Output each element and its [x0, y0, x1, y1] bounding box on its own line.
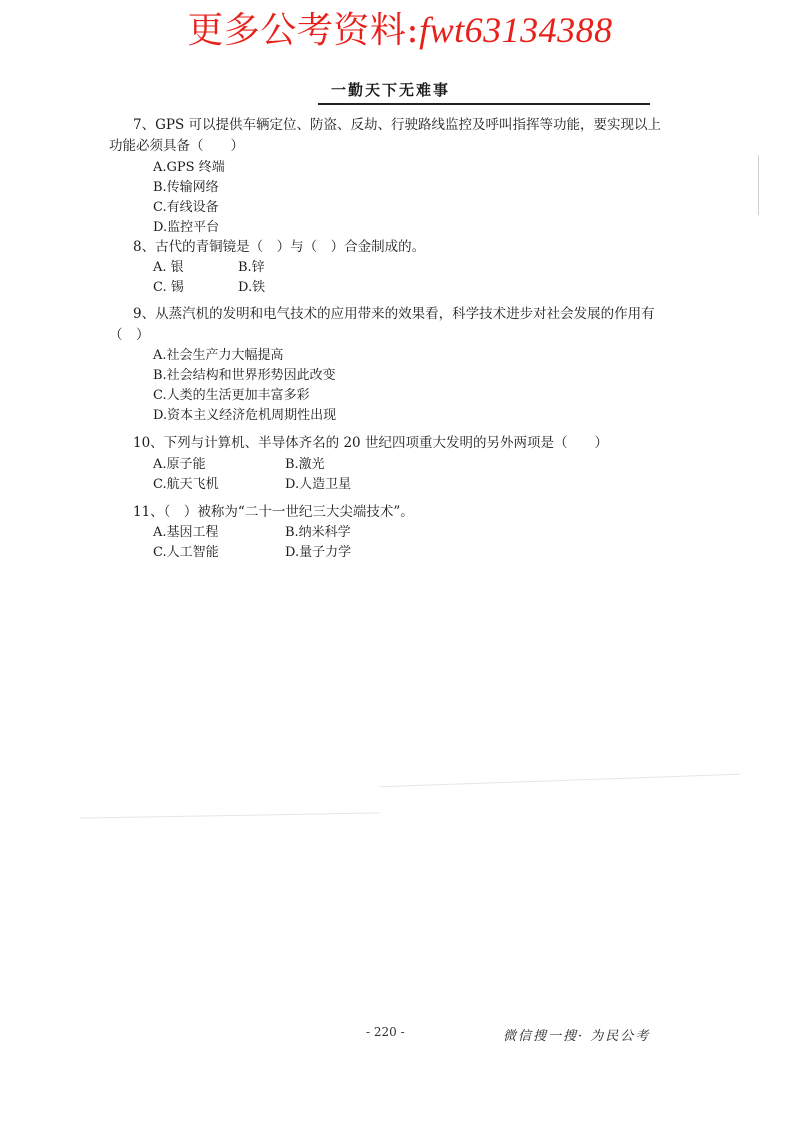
- question-10: [109, 433, 661, 454]
- question-11-option-c: C.人工智能: [153, 545, 219, 560]
- question-11-option-a: A.基因工程: [153, 525, 219, 540]
- watermark-banner: [0, 2, 800, 53]
- question-7: [109, 115, 661, 157]
- question-8-stem: 8、古代的青铜镜是（ ）与（ ）合金制成的。: [133, 239, 426, 255]
- question-9-option-b: B.社会结构和世界形势因此改变: [153, 368, 336, 383]
- question-7-option-d: D.监控平台: [153, 220, 220, 235]
- question-7-stem: 7、GPS 可以提供车辆定位、防盗、反劫、行驶路线监控及呼叫指挥等功能，要实现以上功能必须具备（ ）: [109, 117, 661, 154]
- question-11-option-b: B.纳米科学: [285, 525, 351, 540]
- question-10-option-a: A.原子能: [153, 457, 206, 472]
- question-9-option-a: A.社会生产力大幅提高: [153, 348, 284, 363]
- question-8-option-c: C. 锡: [153, 280, 184, 295]
- page-number: - 220 -: [366, 1025, 405, 1039]
- question-9: [109, 304, 661, 346]
- scan-smudge: [80, 812, 380, 818]
- question-10-option-b: B.激光: [285, 457, 325, 472]
- question-9-stem: 9、从蒸汽机的发明和电气技术的应用带来的效果看，科学技术进步对社会发展的作用有（ ）: [109, 306, 655, 343]
- question-7-option-c: C.有线设备: [153, 200, 219, 215]
- question-9-option-c: C.人类的生活更加丰富多彩: [153, 388, 310, 403]
- question-7-option-b: B.传输网络: [153, 180, 219, 195]
- page-header-title: 一勤天下无难事: [331, 81, 451, 99]
- question-8-option-b: B.锌: [238, 260, 265, 275]
- question-9-option-d: D.资本主义经济危机周期性出现: [153, 408, 337, 423]
- scan-smudge: [380, 774, 740, 788]
- question-10-stem: 10、下列与计算机、半导体齐名的 20 世纪四项重大发明的另外两项是（ ）: [133, 435, 608, 451]
- watermark-id: fwt63134388: [419, 10, 613, 50]
- scan-edge-mark: [758, 155, 759, 215]
- question-11-stem: 11、（ ）被称为“二十一世纪三大尖端技术”。: [133, 504, 414, 520]
- question-11: [109, 502, 661, 523]
- question-10-option-d: D.人造卫星: [285, 477, 352, 492]
- watermark-prefix: 更多公考资料:: [187, 10, 420, 51]
- question-8: [109, 237, 661, 258]
- footer-wechat-note: 微信搜一搜· 为民公考: [503, 1029, 651, 1044]
- question-10-option-c: C.航天飞机: [153, 477, 219, 492]
- question-8-option-d: D.铁: [238, 280, 266, 295]
- question-8-option-a: A. 银: [153, 260, 184, 275]
- header-divider: [318, 103, 650, 105]
- question-11-option-d: D.量子力学: [285, 545, 352, 560]
- question-7-option-a: A.GPS 终端: [153, 160, 225, 175]
